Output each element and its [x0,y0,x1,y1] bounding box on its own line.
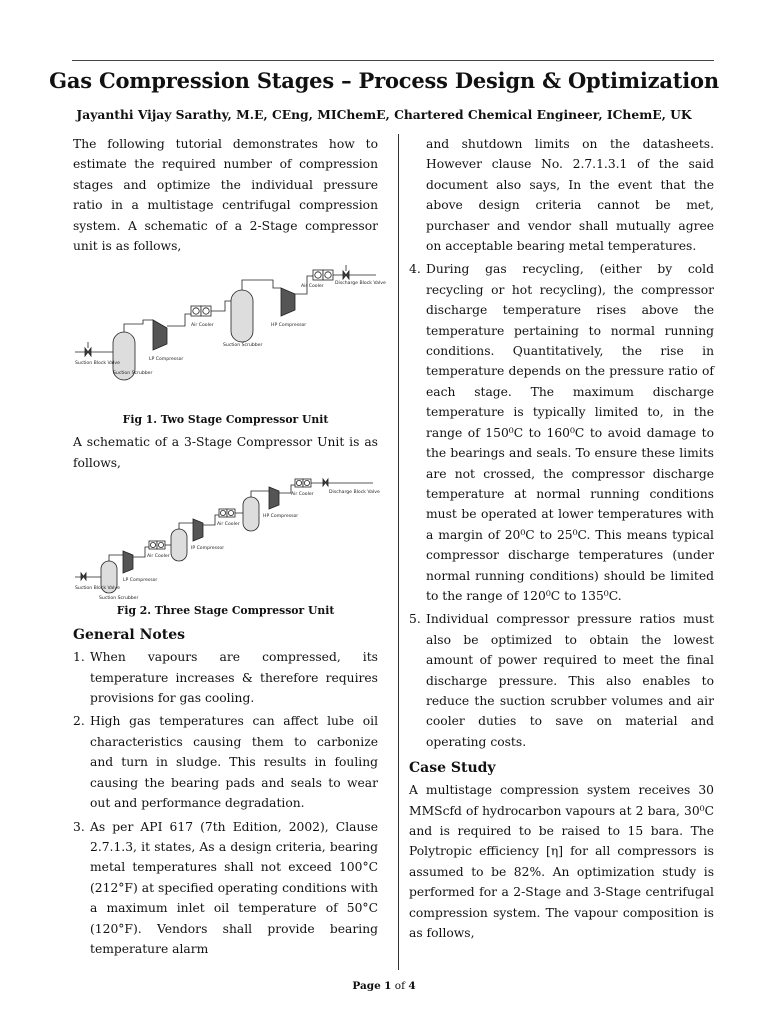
note-text: As per API 617 (7th Edition, 2002), Clause 2.7.1.3, it states, As a design criteria, bearing metal temperatures shall not exceed 100°C (212°F) at specified operating conditions with a maximum inlet oil temperature of 50°C (120°F). Vendors shall provide bearing temperature alarm [90,819,378,956]
two-stage-schematic [73,262,386,412]
note-item [73,817,378,960]
left-column [73,134,386,962]
note-number: 3. [73,819,85,834]
fig2-label-air-cooler: Air Cooler [147,554,170,560]
general-notes-heading: General Notes [73,627,185,644]
author-line: Jayanthi Vijay Sarathy, M.E, CEng, MIChemE, Chartered Chemical Engineer, IChemE, UK [76,107,692,122]
note-number: 5. [409,612,421,627]
note-text: When vapours are compressed, its temperature increases & therefore requires provisions for gas cooling. [90,650,378,706]
fig1-label-scrubber2: Suction Scrubber [223,343,263,349]
note-item [409,259,714,606]
figure-1-caption: Fig 1. Two Stage Compressor Unit [122,413,329,427]
note-item [73,647,378,708]
note-text: High gas temperatures can affect lube oil characteristics causing them to carbonize and turn in sludge. This results in fouling causing the bearing pads and seals to wear out and performance degradation. [90,714,378,811]
general-notes-list-continued [409,259,714,752]
case-study-heading: Case Study [409,760,496,777]
page-title: Gas Compression Stages – Process Design & Optimization [49,68,719,93]
right-column [409,134,714,943]
fig1-label-discharge-valve: Discharge Block Valve [335,281,386,287]
intro2-paragraph: A schematic of a 3-Stage Compressor Unit is as follows, [73,435,378,470]
column-divider [398,134,399,970]
footer-of-word: of [394,980,405,992]
fig2-label-lp: LP Compressor [123,578,158,584]
note-text: Individual compressor pressure ratios must also be optimized to obtain the lowest amount of power required to meet the final discharge pressure. This also enables to reduce the suction scrubber volumes and air cooler duties to save on material and operating costs. [426,612,714,749]
fig1-label-suction-valve: Suction Block Valve [75,361,120,367]
fig2-label-ip: IP Compressor [191,546,225,552]
fig2-label-discharge-valve: Discharge Block Valve [329,490,380,496]
note3-continued: and shutdown limits on the datasheets. However clause No. 2.7.1.3.1 of the said document also says, In the event that the above design criteria cannot be met, purchaser and vendor shall mutually agree on acceptable bearing metal temperatures. [426,137,714,254]
intro-paragraph: The following tutorial demonstrates how to estimate the required number of compression stages and optimize the individual pressure ratio in a multistage centrifugal compression system. A schematic of a 2-Stage compressor unit is as follows, [73,137,378,254]
footer-page-word: Page [352,980,381,992]
fig1-label-hp: HP Compressor [271,323,307,329]
note-item [409,609,714,752]
page-footer [0,980,768,992]
note-text: During gas recycling, (either by cold recycling or hot recycling), the compressor discharge temperature rises above the temperature pertaining to normal running conditions. Quantitatively, the rise in temperature depends on the pressure ratio of each stage. The maximum discharge temperature is typically limited to, in the range of 150⁰C to 160⁰C to avoid damage to the bearings and seals. To ensure these limits are not crossed, the compressor discharge temperature at normal running conditions must be operated at lower temperatures with a margin of 20⁰C to 25⁰C. This means typical compressor discharge temperatures (under normal running conditions) should be limited to the range of 120⁰C to 135⁰C. [426,262,714,603]
three-stage-schematic [73,477,378,603]
fig1-label-scrubber: Suction Scrubber [113,371,153,377]
fig2-label-air-cooler3: Air Cooler [291,492,314,498]
note-number: 2. [73,714,85,729]
figure-1 [73,262,386,428]
figure-2-caption: Fig 2. Three Stage Compressor Unit [116,604,335,618]
case-study-paragraph: A multistage compression system receives 30 MMScfd of hydrocarbon vapours at 2 bara, 30⁰C and is required to be raised to 15 bara. The Polytropic efficiency [η] for all compressors is assumed to be 82%. An optimization study is performed for a 2-Stage and 3-Stage centrifugal compression system. The vapour composition is as follows, [409,783,714,941]
fig2-label-hp: HP Compressor [263,514,299,520]
footer-page-total: 4 [408,980,416,992]
note-number: 4. [409,262,421,277]
note-item [73,711,378,813]
footer-page-number: 1 [384,980,392,992]
top-rule [72,60,714,61]
fig2-label-air-cooler2: Air Cooler [217,522,240,528]
fig1-label-lp: LP Compressor [149,357,184,363]
fig1-label-air-cooler2: Air Cooler [301,284,324,290]
fig2-label-scrubber: Suction Scrubber [99,596,139,602]
general-notes-list [73,647,378,959]
figure-2 [73,477,378,619]
fig1-label-air-cooler: Air Cooler [191,323,214,329]
fig2-label-suction-valve: Suction Block Valve [75,586,120,592]
note-number: 1. [73,650,85,665]
